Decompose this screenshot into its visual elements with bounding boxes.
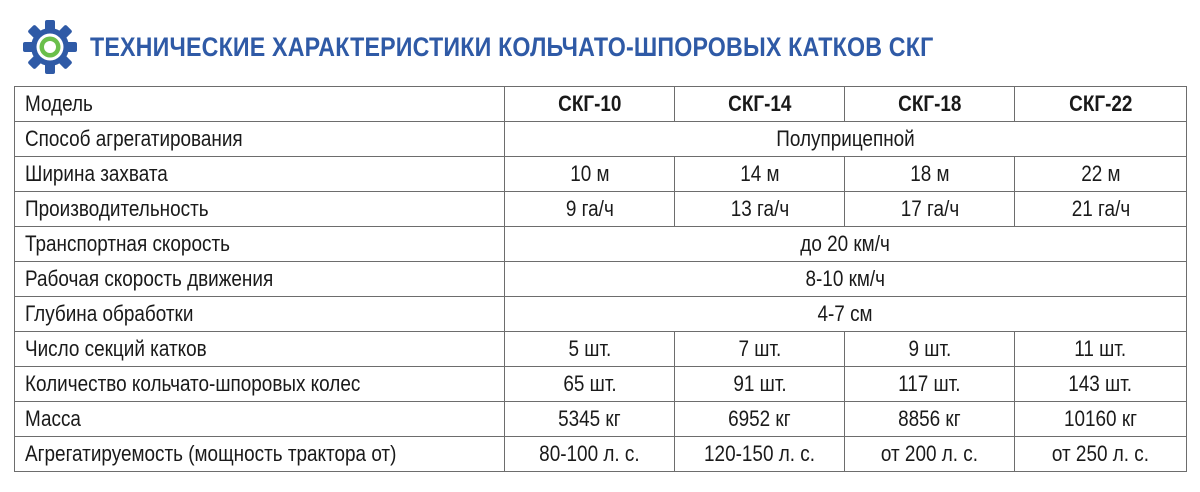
cell-value: 9 га/ч	[505, 192, 675, 227]
cell-value: 7 шт.	[675, 332, 845, 367]
row-label: Способ агрегатирования	[15, 122, 505, 157]
cell-value: 22 м	[1015, 157, 1187, 192]
row-label: Агрегатируемость (мощность трактора от)	[15, 437, 505, 472]
cell-value: 5345 кг	[505, 402, 675, 437]
table-header-row	[15, 87, 1187, 122]
table-row	[15, 122, 1187, 157]
model-header: СКГ-10	[505, 87, 675, 122]
cell-value: 9 шт.	[845, 332, 1015, 367]
row-label: Глубина обработки	[15, 297, 505, 332]
merged-value: 8-10 км/ч	[505, 262, 1187, 297]
model-header: СКГ-14	[675, 87, 845, 122]
cell-value: 120-150 л. с.	[675, 437, 845, 472]
merged-value: до 20 км/ч	[505, 227, 1187, 262]
row-label: Ширина захвата	[15, 157, 505, 192]
page-title: ТЕХНИЧЕСКИЕ ХАРАКТЕРИСТИКИ КОЛЬЧАТО-ШПОРОВЫХ КАТКОВ СКГ	[90, 31, 934, 62]
cell-value: 11 шт.	[1015, 332, 1187, 367]
cell-value: 117 шт.	[845, 367, 1015, 402]
cell-value: 10 м	[505, 157, 675, 192]
cell-value: 143 шт.	[1015, 367, 1187, 402]
table-row	[15, 437, 1187, 472]
table-row	[15, 297, 1187, 332]
gear-icon	[22, 19, 78, 75]
specs-table	[14, 86, 1187, 472]
table-row	[15, 402, 1187, 437]
table-row	[15, 262, 1187, 297]
row-label: Производительность	[15, 192, 505, 227]
table-row	[15, 227, 1187, 262]
row-label: Модель	[15, 87, 505, 122]
cell-value: 13 га/ч	[675, 192, 845, 227]
cell-value: 21 га/ч	[1015, 192, 1187, 227]
row-label: Транспортная скорость	[15, 227, 505, 262]
row-label: Количество кольчато-шпоровых колес	[15, 367, 505, 402]
cell-value: от 200 л. с.	[845, 437, 1015, 472]
row-label: Масса	[15, 402, 505, 437]
cell-value: от 250 л. с.	[1015, 437, 1187, 472]
cell-value: 80-100 л. с.	[505, 437, 675, 472]
cell-value: 5 шт.	[505, 332, 675, 367]
cell-value: 14 м	[675, 157, 845, 192]
merged-value: 4-7 см	[505, 297, 1187, 332]
cell-value: 91 шт.	[675, 367, 845, 402]
row-label: Рабочая скорость движения	[15, 262, 505, 297]
model-header: СКГ-18	[845, 87, 1015, 122]
table-row	[15, 157, 1187, 192]
cell-value: 6952 кг	[675, 402, 845, 437]
page-header	[22, 18, 1071, 76]
table-row	[15, 192, 1187, 227]
table-row	[15, 367, 1187, 402]
merged-value: Полуприцепной	[505, 122, 1187, 157]
cell-value: 10160 кг	[1015, 402, 1187, 437]
cell-value: 8856 кг	[845, 402, 1015, 437]
cell-value: 18 м	[845, 157, 1015, 192]
cell-value: 17 га/ч	[845, 192, 1015, 227]
model-header: СКГ-22	[1015, 87, 1187, 122]
table-row	[15, 332, 1187, 367]
cell-value: 65 шт.	[505, 367, 675, 402]
row-label: Число секций катков	[15, 332, 505, 367]
